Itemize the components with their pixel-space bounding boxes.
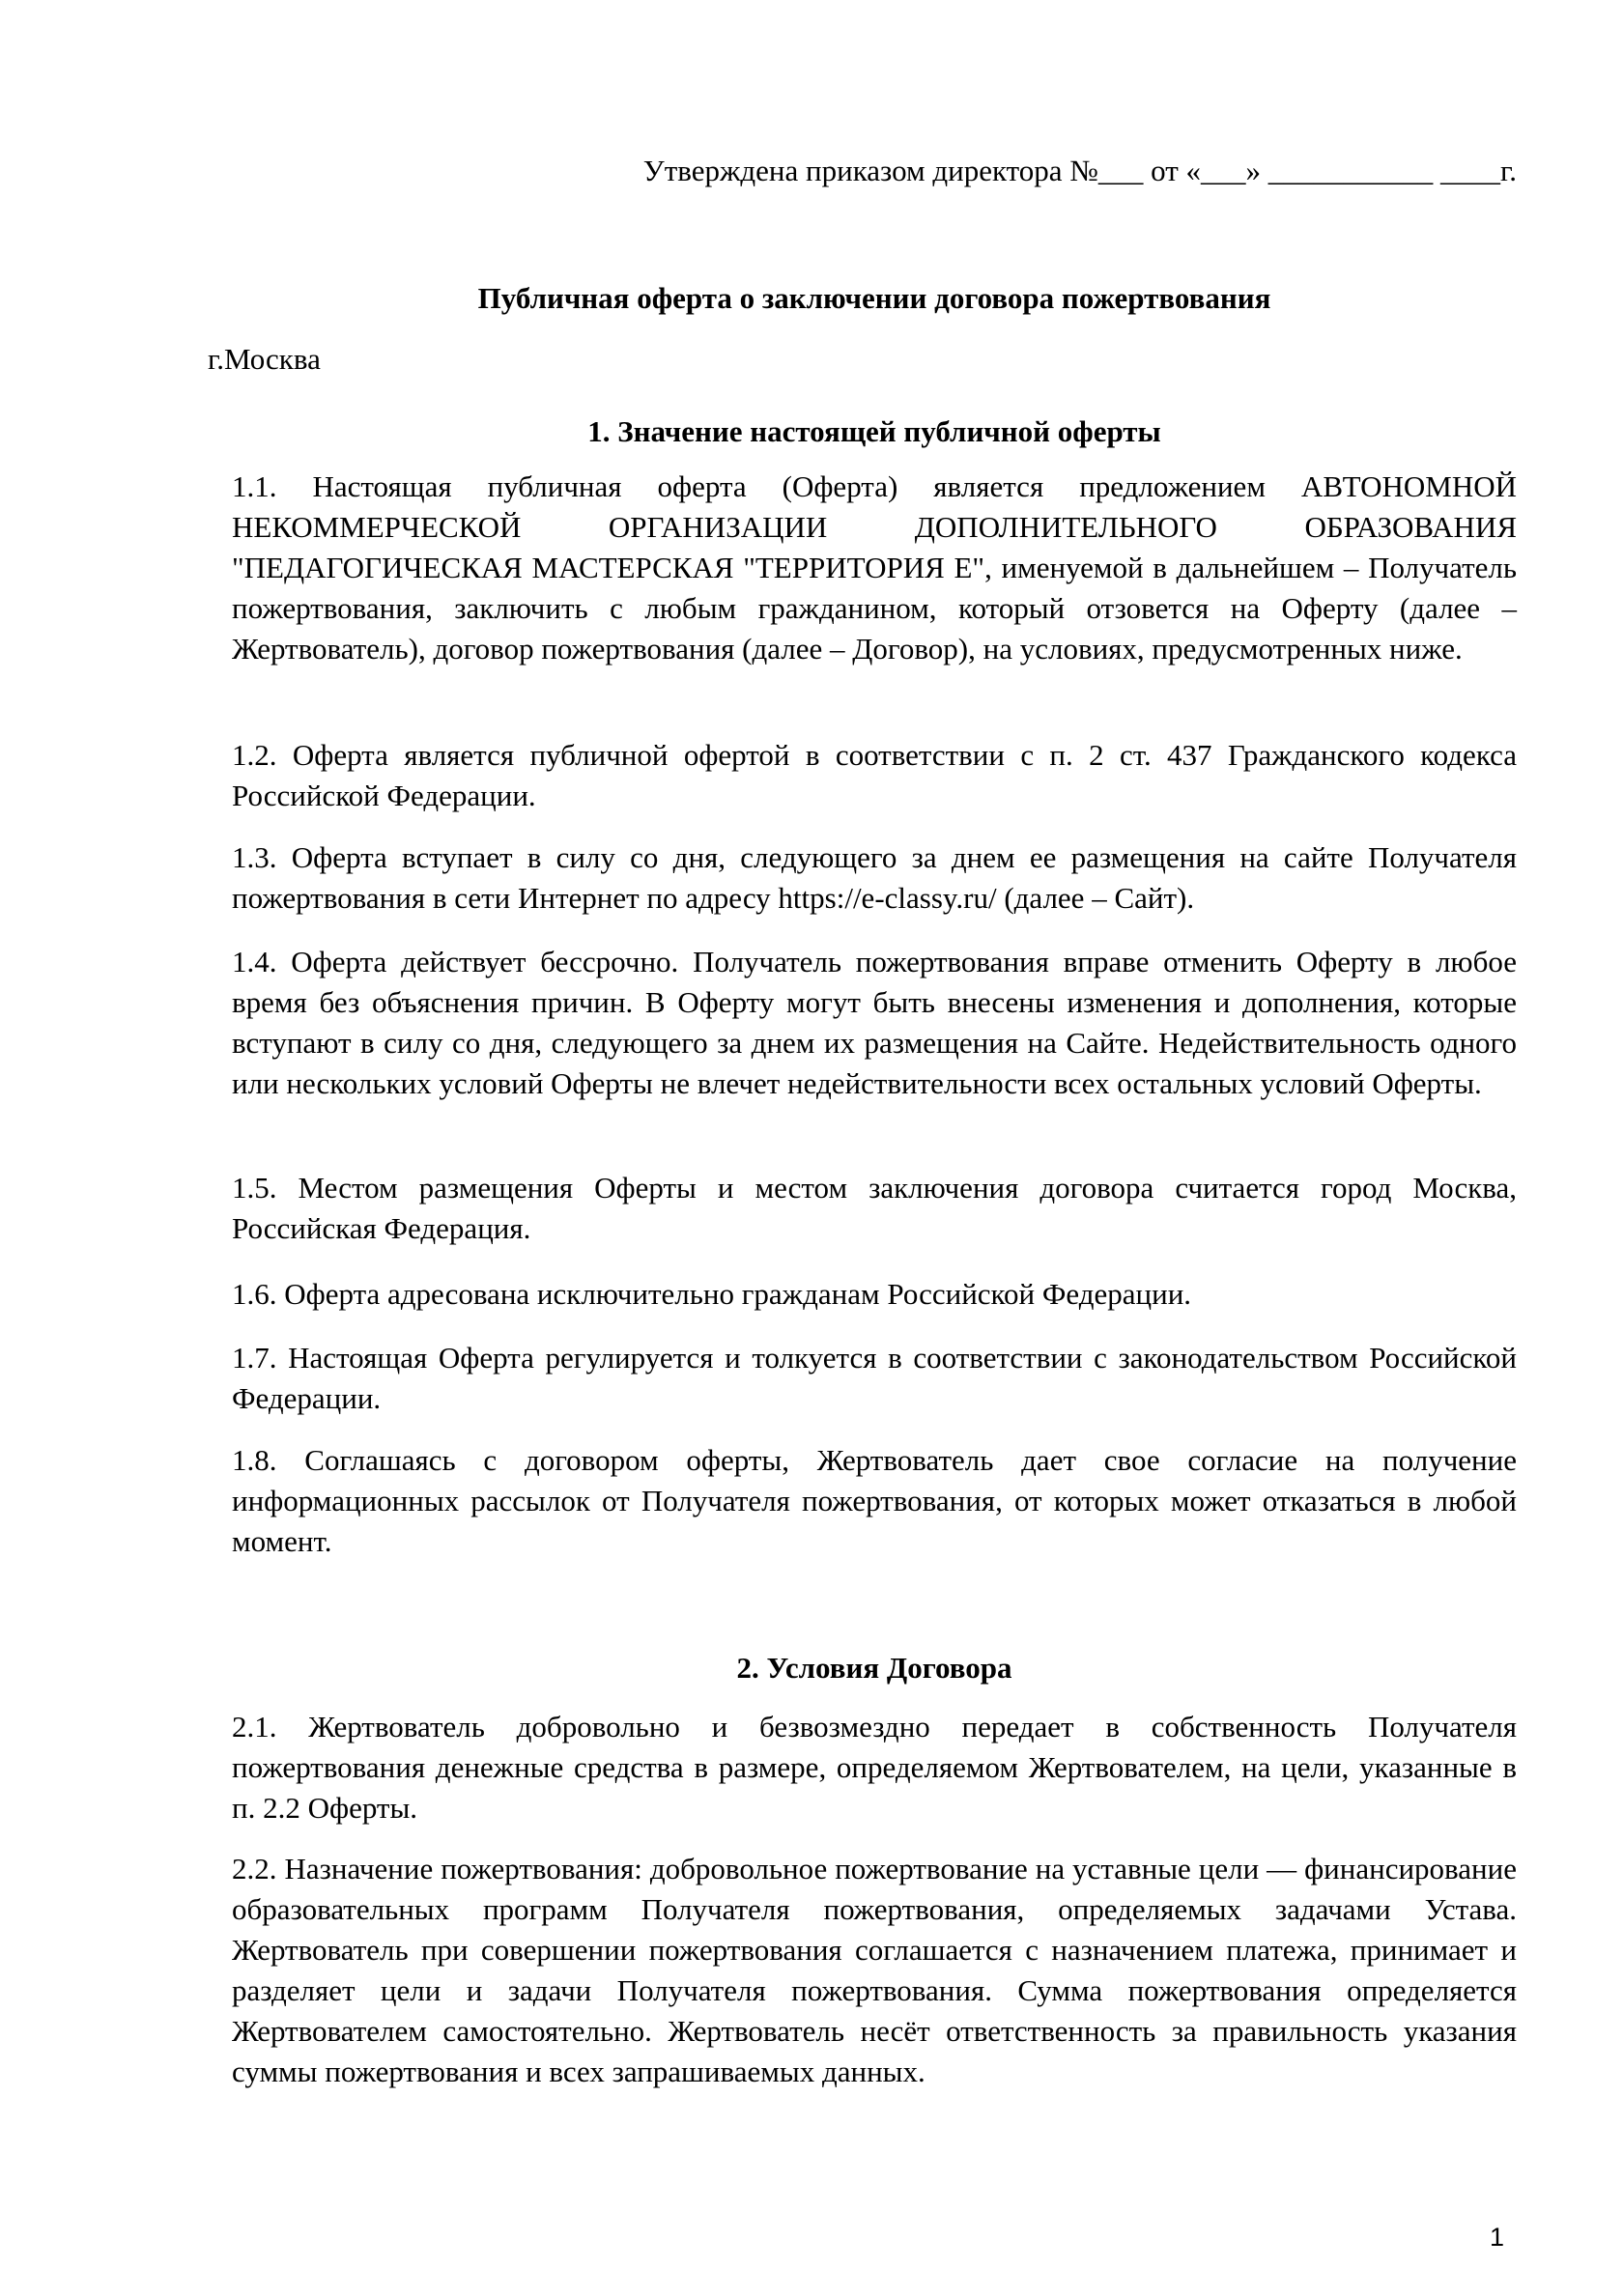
paragraph-1-4: 1.4. Оферта действует бессрочно. Получатель пожертвования вправе отменить Оферту в любое время без объяснения причин. В Оферту могут быть внесены изменения и дополнения, которые вступают в силу со дня, следующего за днем их размещения на Сайте. Недействительность одного или нескольких условий Оферты не влечет недействительности всех остальных условий Оферты. [232,945,1517,1100]
approval-line: Утверждена приказом директора №___ от «___» ___________ ____г. [642,154,1517,187]
paragraph-1-6: 1.6. Оферта адресована исключительно гражданам Российской Федерации. [232,1277,1192,1311]
paragraph-2-2: 2.2. Назначение пожертвования: добровольное пожертвование на уставные цели — финансирование образовательных программ Получателя пожертвования, определяемых задачами Устава. Жертвователь при совершении пожертвования соглашается с назначением платежа, принимает и разделяет цели и задачи Получателя пожертвования. Сумма пожертвования определяется Жертвователем самостоятельно. Жертвователь несёт ответственность за правильность указания суммы пожертвования и всех запрашиваемых данных. [232,1852,1517,2088]
page-number: 1 [1490,2223,1505,2252]
section-heading-2: 2. Условия Договора [736,1651,1012,1685]
paragraph-1-1: 1.1. Настоящая публичная оферта (Оферта) является предложением АВТОНОМНОЙ НЕКОММЕРЧЕСКОЙ ОРГАНИЗАЦИИ ДОПОЛНИТЕЛЬНОГО ОБРАЗОВАНИЯ "ПЕДАГОГИЧЕСКАЯ МАСТЕРСКАЯ "ТЕРРИТОРИЯ Е", именуемой в дальнейшем – Получатель пожертвования, заключить с любым гражданином, который отзовется на Оферту (далее – Жертвователь), договор пожертвования (далее – Договор), на условиях, предусмотренных ниже. [232,469,1517,666]
document-title: Публичная оферта о заключении договора пожертвования [477,281,1271,315]
paragraph-1-7: 1.7. Настоящая Оферта регулируется и толкуется в соответствии с законодательством Российской Федерации. [232,1341,1517,1415]
paragraph-1-3: 1.3. Оферта вступает в силу со дня, следующего за днем ее размещения на сайте Получателя пожертвования в сети Интернет по адресу https://e-classy.ru/ (далее – Сайт). [232,840,1517,915]
paragraph-1-8: 1.8. Соглашаясь с договором оферты, Жертвователь дает свое согласие на получение информационных рассылок от Получателя пожертвования, от которых может отказаться в любой момент. [232,1443,1517,1558]
section-heading-1: 1. Значение настоящей публичной оферты [587,414,1161,448]
paragraph-1-5: 1.5. Местом размещения Оферты и местом заключения договора считается город Москва, Российская Федерация. [232,1171,1517,1245]
paragraph-2-1: 2.1. Жертвователь добровольно и безвозмездно передает в собственность Получателя пожертвования денежные средства в размере, определяемом Жертвователем, на цели, указанные в п. 2.2 Оферты. [232,1710,1517,1825]
city: г.Москва [208,342,321,376]
paragraph-1-2: 1.2. Оферта является публичной офертой в соответствии с п. 2 ст. 437 Гражданского кодекса Российской Федерации. [232,738,1517,812]
